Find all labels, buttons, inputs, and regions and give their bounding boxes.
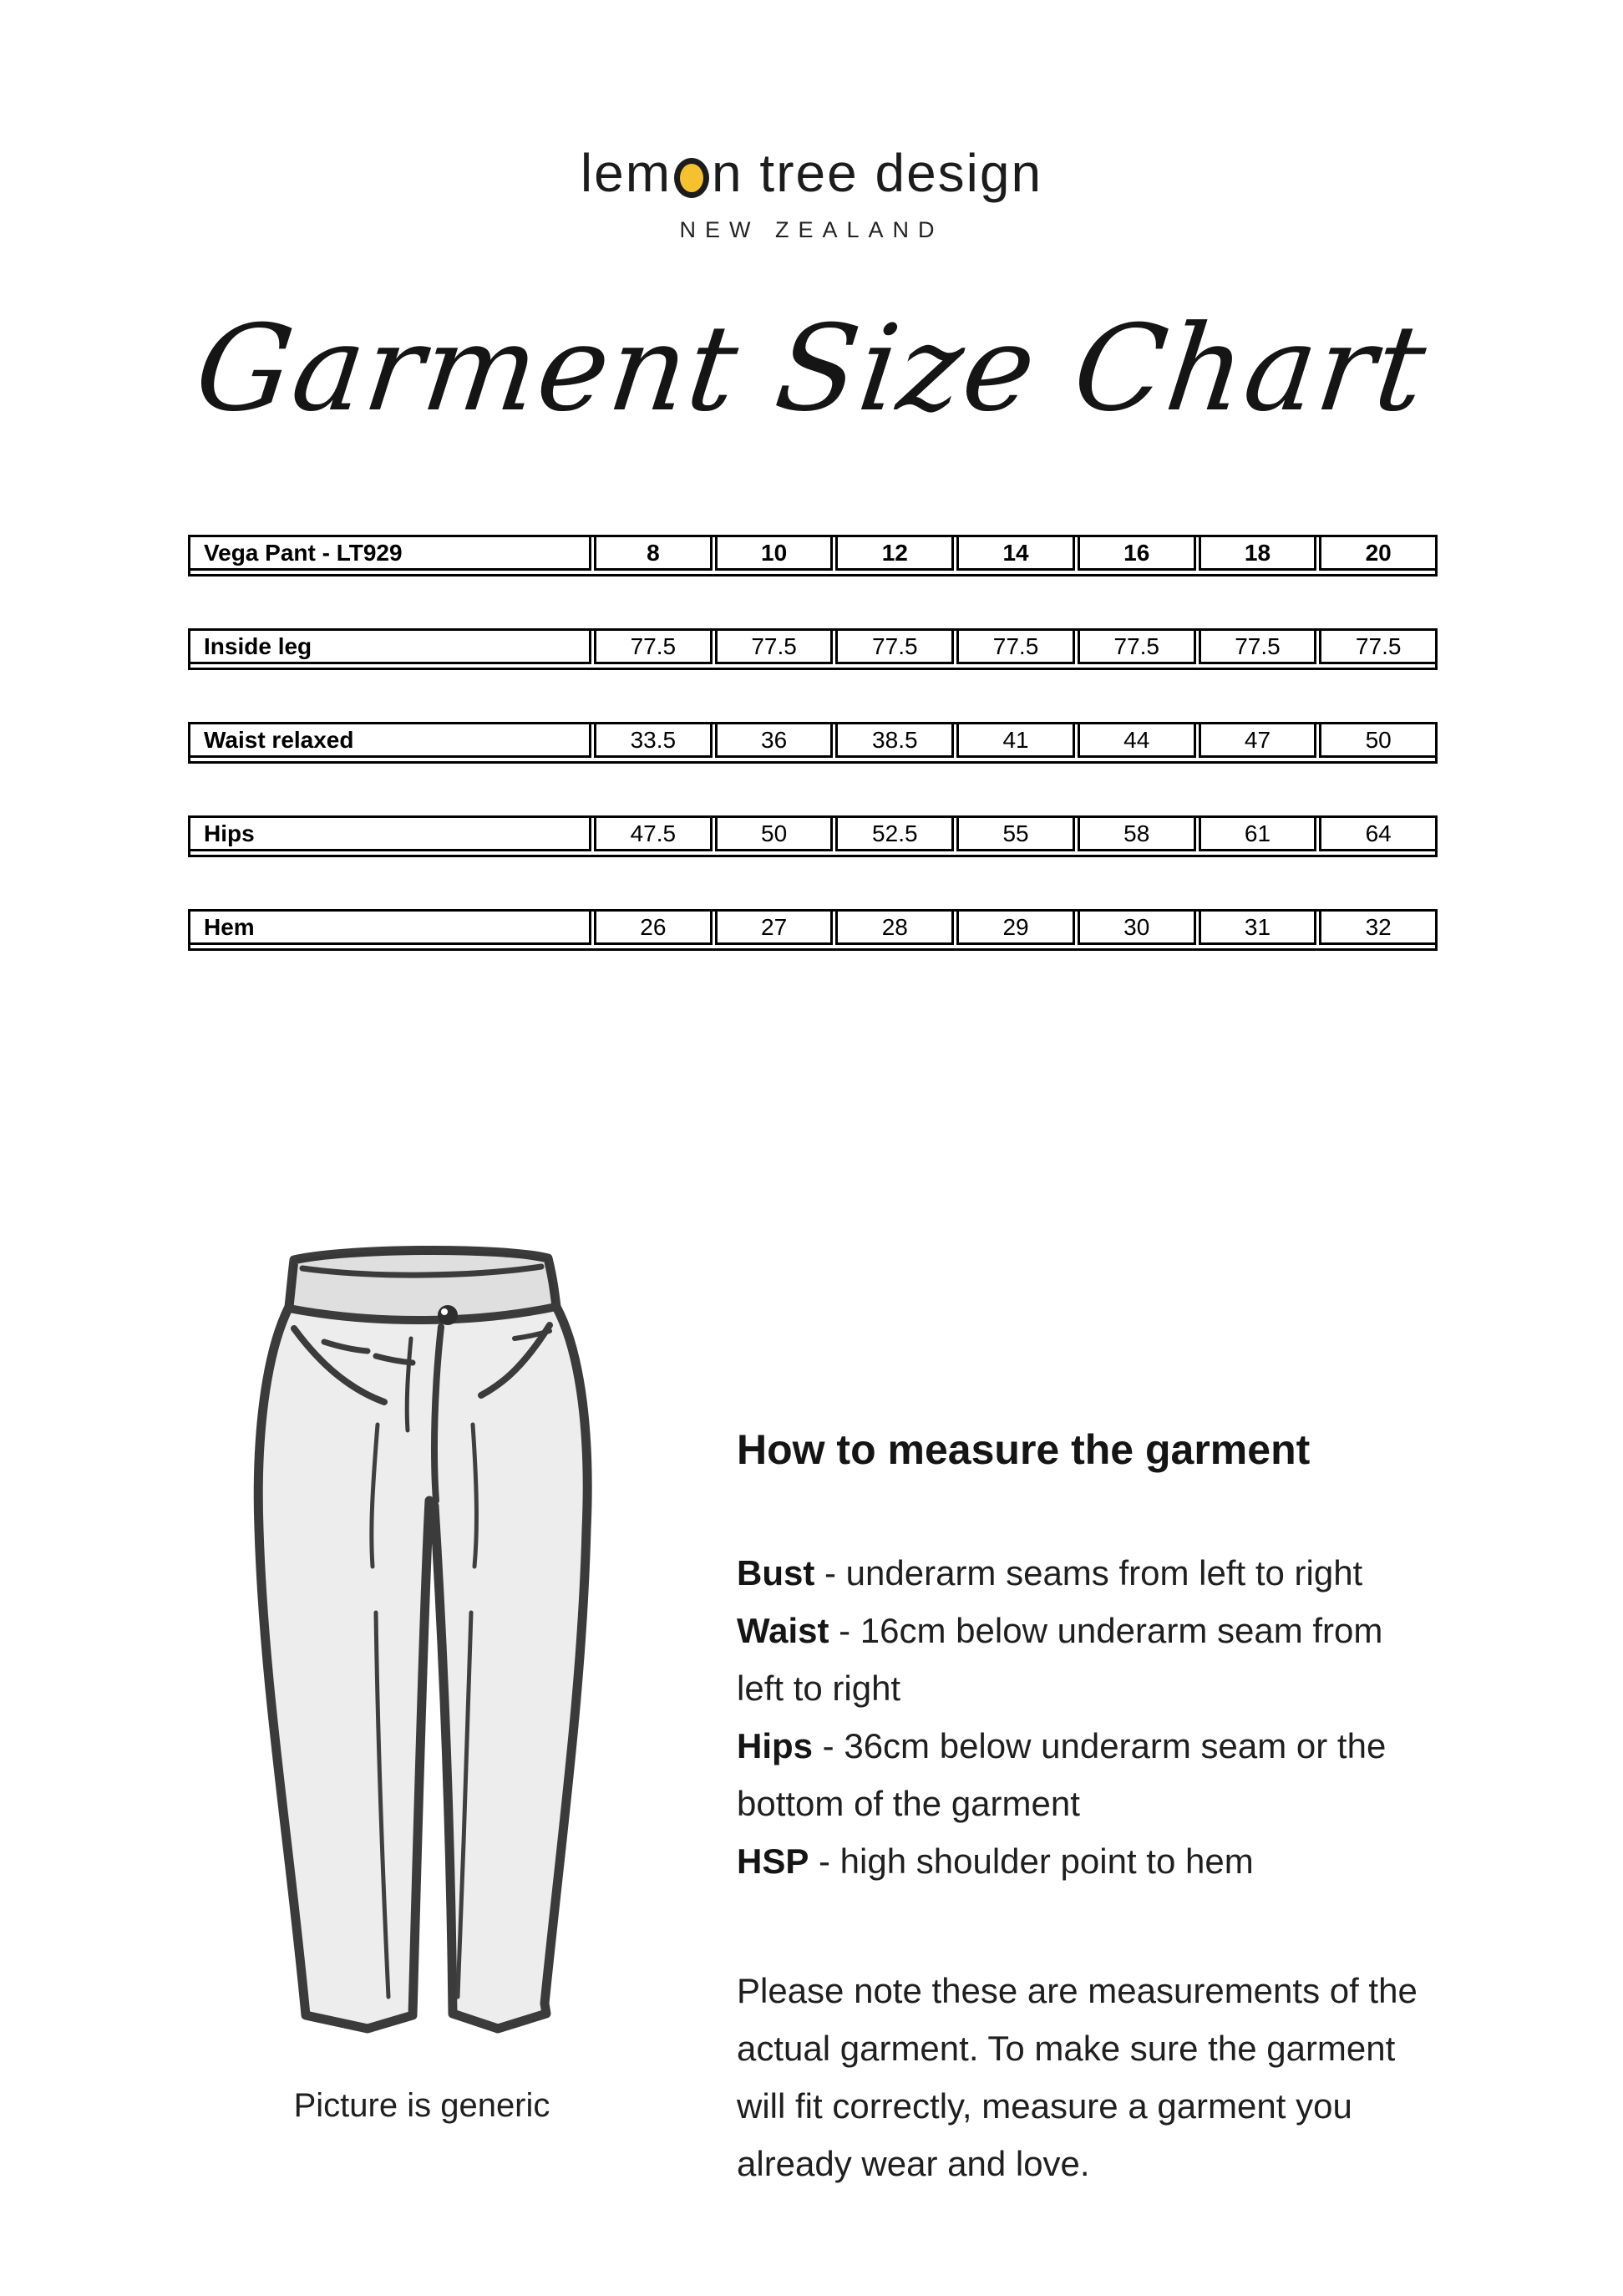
table-row-waist-relaxed <box>188 722 1438 764</box>
value-cell: 77.5 <box>835 631 954 664</box>
value-cell: 28 <box>835 912 954 945</box>
value-cell: 77.5 <box>594 631 713 664</box>
page-title <box>0 294 1623 444</box>
pants-illustration <box>251 1245 593 2043</box>
value-cell: 77.5 <box>1319 631 1435 664</box>
note-line: actual garment. To make sure the garment <box>737 2029 1396 2068</box>
brand-name <box>0 140 1623 206</box>
note-line: Please note these are measurements of the <box>737 1971 1418 2010</box>
size-table-header-row <box>188 535 1438 577</box>
row-label-cell: Hips <box>190 818 591 851</box>
value-cell: 29 <box>956 912 1075 945</box>
size-header-cell: 18 <box>1199 537 1317 571</box>
value-cell: 26 <box>594 912 713 945</box>
note-line: will fit correctly, measure a garment you <box>737 2086 1352 2126</box>
howto-line <box>737 1717 1555 1775</box>
howto-heading: How to measure the garment <box>737 1426 1311 1473</box>
value-cell: 50 <box>1319 724 1435 758</box>
howto-text: - high shoulder point to hem <box>809 1841 1254 1881</box>
brand-country: NEW ZEALAND <box>679 217 944 242</box>
howto-term: Waist <box>737 1611 829 1650</box>
value-cell: 77.5 <box>956 631 1075 664</box>
howto-line <box>737 1659 1555 1717</box>
value-cell: 41 <box>956 724 1075 758</box>
howto-term: HSP <box>737 1841 809 1881</box>
howto-line <box>737 1775 1555 1832</box>
value-cell: 38.5 <box>835 724 954 758</box>
howto-text: - 16cm below underarm seam from <box>829 1611 1383 1650</box>
value-cell: 44 <box>1078 724 1196 758</box>
value-cell: 47 <box>1199 724 1317 758</box>
value-cell: 58 <box>1078 818 1196 851</box>
value-cell: 36 <box>715 724 834 758</box>
table-row-hem <box>188 909 1438 951</box>
value-cell: 31 <box>1199 912 1317 945</box>
size-header-cell: 14 <box>956 537 1075 571</box>
pants-illustration-svg <box>251 1245 593 2043</box>
value-cell: 55 <box>956 818 1075 851</box>
howto-term: Bust <box>737 1553 815 1592</box>
size-header-cell: 16 <box>1078 537 1196 571</box>
howto-term: Hips <box>737 1726 814 1765</box>
brand-logo <box>0 140 1623 243</box>
howto-text: - 36cm below underarm seam or the <box>813 1726 1387 1765</box>
brand-name-post: n tree design <box>712 143 1043 203</box>
value-cell: 52.5 <box>835 818 954 851</box>
measurement-note <box>737 1962 1555 2192</box>
howto-line <box>737 1544 1555 1602</box>
product-name-cell: Vega Pant - LT929 <box>190 537 591 571</box>
value-cell: 77.5 <box>1199 631 1317 664</box>
value-cell: 61 <box>1199 818 1317 851</box>
brand-name-pre: lem <box>580 143 672 203</box>
value-cell: 27 <box>715 912 834 945</box>
value-cell: 64 <box>1319 818 1435 851</box>
size-header-cell: 20 <box>1319 537 1435 571</box>
value-cell: 77.5 <box>715 631 834 664</box>
howto-text: bottom of the garment <box>737 1784 1080 1823</box>
howto-instructions <box>737 1544 1555 1890</box>
value-cell: 47.5 <box>594 818 713 851</box>
page-title-text: Garment Size Chart <box>189 300 1435 438</box>
value-cell: 32 <box>1319 912 1435 945</box>
size-header-cell: 10 <box>715 537 834 571</box>
lemon-icon <box>674 158 709 198</box>
size-header-cell: 8 <box>594 537 713 571</box>
table-row-inside-leg <box>188 628 1438 670</box>
table-row-hips <box>188 815 1438 857</box>
value-cell: 77.5 <box>1078 631 1196 664</box>
howto-text: - underarm seams from left to right <box>814 1553 1363 1592</box>
row-label-cell: Waist relaxed <box>190 724 591 758</box>
note-line: already wear and love. <box>737 2144 1090 2183</box>
picture-caption: Picture is generic <box>293 2087 550 2124</box>
howto-text: left to right <box>737 1669 901 1708</box>
value-cell: 30 <box>1078 912 1196 945</box>
howto-line <box>737 1602 1555 1659</box>
size-header-cell: 12 <box>835 537 954 571</box>
value-cell: 33.5 <box>594 724 713 758</box>
value-cell: 50 <box>715 818 834 851</box>
row-label-cell: Inside leg <box>190 631 591 664</box>
row-label-cell: Hem <box>190 912 591 945</box>
howto-line <box>737 1832 1555 1890</box>
